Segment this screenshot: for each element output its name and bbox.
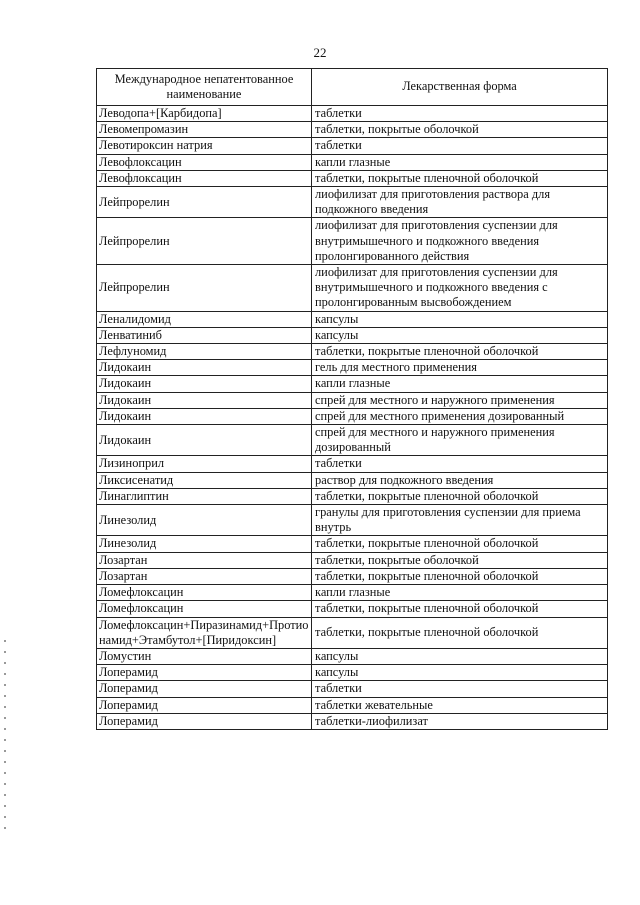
dosage-form-cell: таблетки, покрытые пленочной оболочкой bbox=[312, 488, 608, 504]
table-row bbox=[97, 713, 608, 729]
drug-name-cell: Лоперамид bbox=[97, 697, 312, 713]
dosage-form-cell: таблетки, покрытые пленочной оболочкой bbox=[312, 344, 608, 360]
dosage-form-cell: таблетки bbox=[312, 681, 608, 697]
dosage-form-cell: таблетки, покрытые пленочной оболочкой bbox=[312, 617, 608, 648]
table-row bbox=[97, 425, 608, 456]
dosage-form-cell: спрей для местного применения дозированный bbox=[312, 408, 608, 424]
drug-name-cell: Ломустин bbox=[97, 648, 312, 664]
dosage-form-cell: лиофилизат для приготовления суспензии для внутримышечного и подкожного введения с пролонгированным высвобождением bbox=[312, 265, 608, 312]
dosage-form-cell: спрей для местного и наружного применения bbox=[312, 392, 608, 408]
table-row bbox=[97, 122, 608, 138]
drug-name-cell: Лефлуномид bbox=[97, 344, 312, 360]
drug-name-cell: Леводопа+[Карбидопа] bbox=[97, 106, 312, 122]
table-row bbox=[97, 218, 608, 265]
dosage-form-cell: таблетки, покрытые пленочной оболочкой bbox=[312, 536, 608, 552]
table-row bbox=[97, 505, 608, 536]
table-row bbox=[97, 681, 608, 697]
drug-name-cell: Леналидомид bbox=[97, 311, 312, 327]
table-row bbox=[97, 106, 608, 122]
table-row bbox=[97, 472, 608, 488]
drug-name-cell: Лейпрорелин bbox=[97, 265, 312, 312]
header-form: Лекарственная форма bbox=[312, 69, 608, 106]
table-row bbox=[97, 187, 608, 218]
drug-name-cell: Ломефлоксацин+Пиразинамид+Протионамид+Этамбутол+[Пиридоксин] bbox=[97, 617, 312, 648]
dosage-form-cell: таблетки, покрытые пленочной оболочкой bbox=[312, 568, 608, 584]
table-row bbox=[97, 170, 608, 186]
drug-name-cell: Ломефлоксацин bbox=[97, 601, 312, 617]
dosage-form-cell: капсулы bbox=[312, 648, 608, 664]
dosage-form-cell: гранулы для приготовления суспензии для приема внутрь bbox=[312, 505, 608, 536]
dosage-form-cell: капли глазные bbox=[312, 154, 608, 170]
dosage-form-cell: гель для местного применения bbox=[312, 360, 608, 376]
dosage-form-cell: таблетки жевательные bbox=[312, 697, 608, 713]
drug-name-cell: Лоперамид bbox=[97, 713, 312, 729]
drug-name-cell: Ломефлоксацин bbox=[97, 585, 312, 601]
table-row bbox=[97, 456, 608, 472]
dosage-form-cell: таблетки-лиофилизат bbox=[312, 713, 608, 729]
dosage-form-cell: капсулы bbox=[312, 311, 608, 327]
dosage-form-cell: таблетки, покрытые пленочной оболочкой bbox=[312, 170, 608, 186]
table-row bbox=[97, 360, 608, 376]
dosage-form-cell: раствор для подкожного введения bbox=[312, 472, 608, 488]
table-row bbox=[97, 536, 608, 552]
drug-name-cell: Линаглиптин bbox=[97, 488, 312, 504]
drug-name-cell: Лидокаин bbox=[97, 392, 312, 408]
drug-name-cell: Лидокаин bbox=[97, 376, 312, 392]
drug-name-cell: Лоперамид bbox=[97, 681, 312, 697]
table-row bbox=[97, 154, 608, 170]
table-row bbox=[97, 138, 608, 154]
table-body bbox=[97, 106, 608, 730]
drug-name-cell: Левомепромазин bbox=[97, 122, 312, 138]
drug-name-cell: Лейпрорелин bbox=[97, 218, 312, 265]
drug-name-cell: Левофлоксацин bbox=[97, 170, 312, 186]
table-row bbox=[97, 617, 608, 648]
dosage-form-cell: таблетки, покрытые оболочкой bbox=[312, 552, 608, 568]
drug-name-cell: Линезолид bbox=[97, 505, 312, 536]
table-row bbox=[97, 408, 608, 424]
table-row bbox=[97, 344, 608, 360]
drug-name-cell: Левофлоксацин bbox=[97, 154, 312, 170]
drug-name-cell: Ленватиниб bbox=[97, 327, 312, 343]
drug-name-cell: Лозартан bbox=[97, 568, 312, 584]
page-number: 22 bbox=[313, 45, 327, 60]
table-row bbox=[97, 376, 608, 392]
table-row bbox=[97, 311, 608, 327]
drug-name-cell: Лизиноприл bbox=[97, 456, 312, 472]
dosage-form-cell: таблетки, покрытые пленочной оболочкой bbox=[312, 601, 608, 617]
drug-table bbox=[96, 68, 608, 730]
drug-name-cell: Лидокаин bbox=[97, 425, 312, 456]
scan-margin-marks bbox=[4, 640, 7, 840]
table-row bbox=[97, 327, 608, 343]
dosage-form-cell: спрей для местного и наружного применения дозированный bbox=[312, 425, 608, 456]
drug-name-cell: Лейпрорелин bbox=[97, 187, 312, 218]
table-row bbox=[97, 392, 608, 408]
table-row bbox=[97, 552, 608, 568]
table-row bbox=[97, 265, 608, 312]
table-row bbox=[97, 697, 608, 713]
table-row bbox=[97, 648, 608, 664]
table-row bbox=[97, 488, 608, 504]
dosage-form-cell: таблетки, покрытые оболочкой bbox=[312, 122, 608, 138]
drug-name-cell: Лозартан bbox=[97, 552, 312, 568]
drug-name-cell: Лидокаин bbox=[97, 360, 312, 376]
drug-name-cell: Ликсисенатид bbox=[97, 472, 312, 488]
dosage-form-cell: капсулы bbox=[312, 665, 608, 681]
dosage-form-cell: таблетки bbox=[312, 138, 608, 154]
table-row bbox=[97, 665, 608, 681]
table-header bbox=[97, 69, 608, 106]
dosage-form-cell: капли глазные bbox=[312, 585, 608, 601]
dosage-form-cell: лиофилизат для приготовления раствора для подкожного введения bbox=[312, 187, 608, 218]
dosage-form-cell: таблетки bbox=[312, 456, 608, 472]
dosage-form-cell: капли глазные bbox=[312, 376, 608, 392]
table-row bbox=[97, 601, 608, 617]
drug-name-cell: Левотироксин натрия bbox=[97, 138, 312, 154]
drug-name-cell: Лоперамид bbox=[97, 665, 312, 681]
header-name: Международное непатентованное наименование bbox=[97, 69, 312, 106]
dosage-form-cell: таблетки bbox=[312, 106, 608, 122]
table-row bbox=[97, 568, 608, 584]
dosage-form-cell: капсулы bbox=[312, 327, 608, 343]
dosage-form-cell: лиофилизат для приготовления суспензии для внутримышечного и подкожного введения пролонгированного действия bbox=[312, 218, 608, 265]
drug-name-cell: Линезолид bbox=[97, 536, 312, 552]
table-row bbox=[97, 585, 608, 601]
drug-name-cell: Лидокаин bbox=[97, 408, 312, 424]
header-row bbox=[97, 69, 608, 106]
